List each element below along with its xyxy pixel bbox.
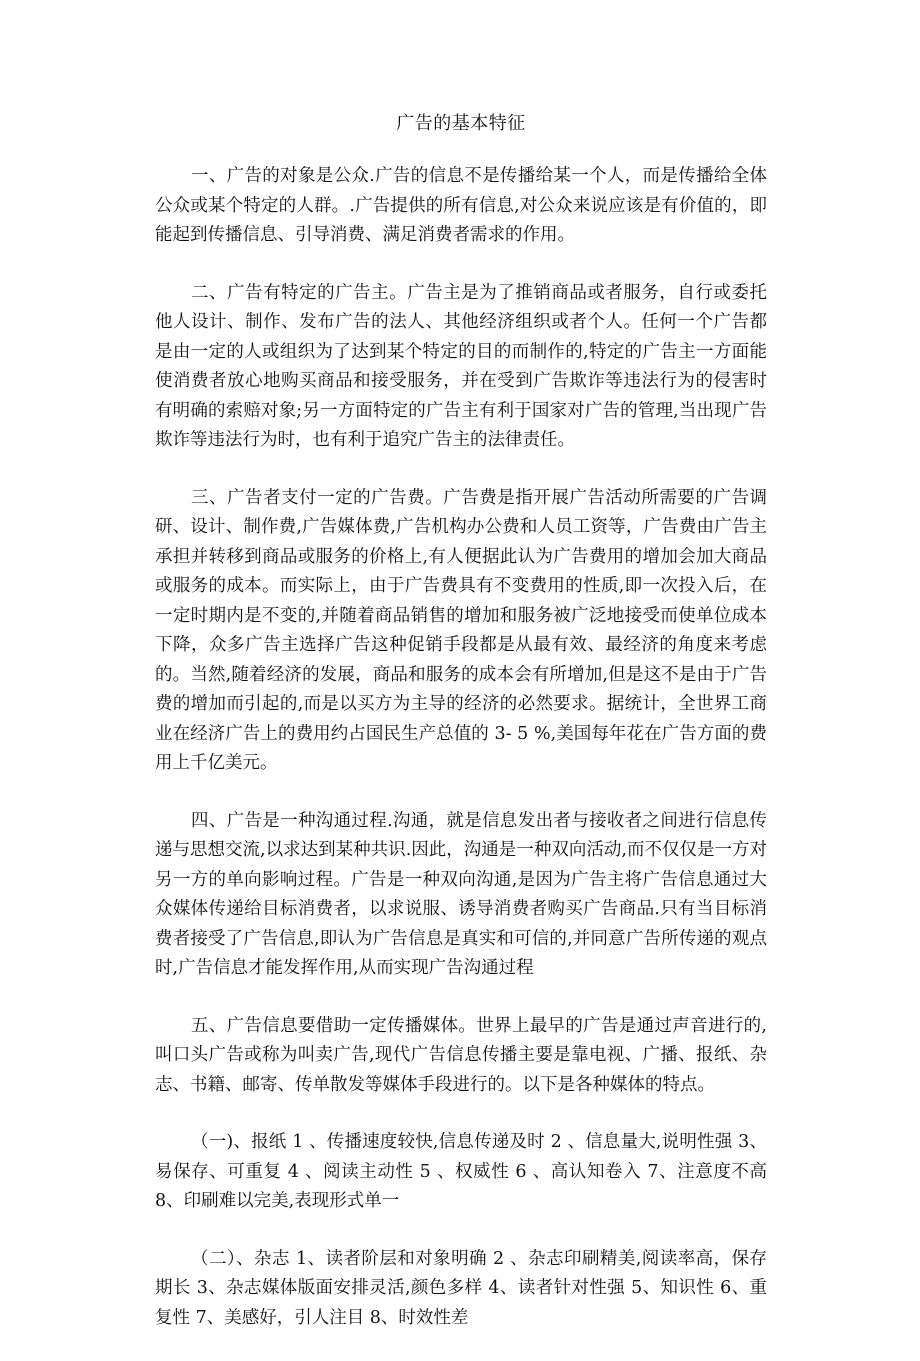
document-page <box>155 110 767 1361</box>
paragraph-3: 三、广告者支付一定的广告费。广告费是指开展广告活动所需要的广告调研、设计、制作费,广告媒体费,广告机构办公费和人员工资等，广告费由广告主承担并转移到商品或服务的价格上,有人便据此认为广告费用的增加会加大商品或服务的成本。而实际上，由于广告费具有不变费用的性质,即一次投入后，在一定时期内是不变的,并随着商品销售的增加和服务被广泛地接受而使单位成本下降，众多广告主选择广告这种促销手段都是从最有效、最经济的角度来考虑的。当然,随着经济的发展，商品和服务的成本会有所增加,但是这不是由于广告费的增加而引起的,而是以买方为主导的经济的必然要求。据统计，全世界工商业在经济广告上的费用约占国民生产总值的 3- 5 %,美国每年花在广告方面的费用上千亿美元。 <box>155 487 767 773</box>
paragraph-magazine: （二）、杂志 1、读者阶层和对象明确 2 、杂志印刷精美,阅读率高，保存期长 3、杂志媒体版面安排灵活,颜色多样 4、读者针对性强 5、知识性 6、重复性 7、美感好，引人注目 8、时效性差 <box>155 1248 767 1328</box>
paragraph-1: 一、广告的对象是公众.广告的信息不是传播给某一个人，而是传播给全体公众或某个特定的人群。.广告提供的所有信息,对公众来说应该是有价值的，即能起到传播信息、引导消费、满足消费者需求的作用。 <box>155 166 767 245</box>
paragraph-newspaper: （一)、报纸 1 、传播速度较快,信息传递及时 2 、信息量大,说明性强 3、易保存、可重复 4 、阅读主动性 5 、权威性 6 、高认知卷入 7、注意度不高 8、印刷难以完美,表现形式单一 <box>155 1132 767 1211</box>
paragraph-4: 四、广告是一种沟通过程.沟通，就是信息发出者与接收者之间进行信息传递与思想交流,以求达到某种共识.因此，沟通是一种双向活动,而不仅仅是一方对另一方的单向影响过程。广告是一种双向沟通,是因为广告主将广告信息通过大众媒体传递给目标消费者，以求说服、诱导消费者购买广告商品.只有当目标消费者接受了广告信息,即认为广告信息是真实和可信的,并同意广告所传递的观点时,广告信息才能发挥作用,从而实现广告沟通过程 <box>155 810 767 978</box>
document-title: 广告的基本特征 <box>396 113 526 134</box>
paragraph-5: 五、广告信息要借助一定传播媒体。世界上最早的广告是通过声音进行的,叫口头广告或称为叫卖广告,现代广告信息传播主要是靠电视、广播、报纸、杂志、书籍、邮寄、传单散发等媒体手段进行的。以下是各种媒体的特点。 <box>155 1015 767 1095</box>
paragraph-2: 二、广告有特定的广告主。广告主是为了推销商品或者服务，自行或委托他人设计、制作、发布广告的法人、其他经济组织或者个人。任何一个广告都是由一定的人或组织为了达到某个特定的目的而制作的,特定的广告主一方面能使消费者放心地购买商品和接受服务，并在受到广告欺诈等违法行为的侵害时有明确的索赔对象;另一方面特定的广告主有利于国家对广告的管理,当出现广告欺诈等违法行为时，也有利于追究广告主的法律责任。 <box>155 282 767 450</box>
